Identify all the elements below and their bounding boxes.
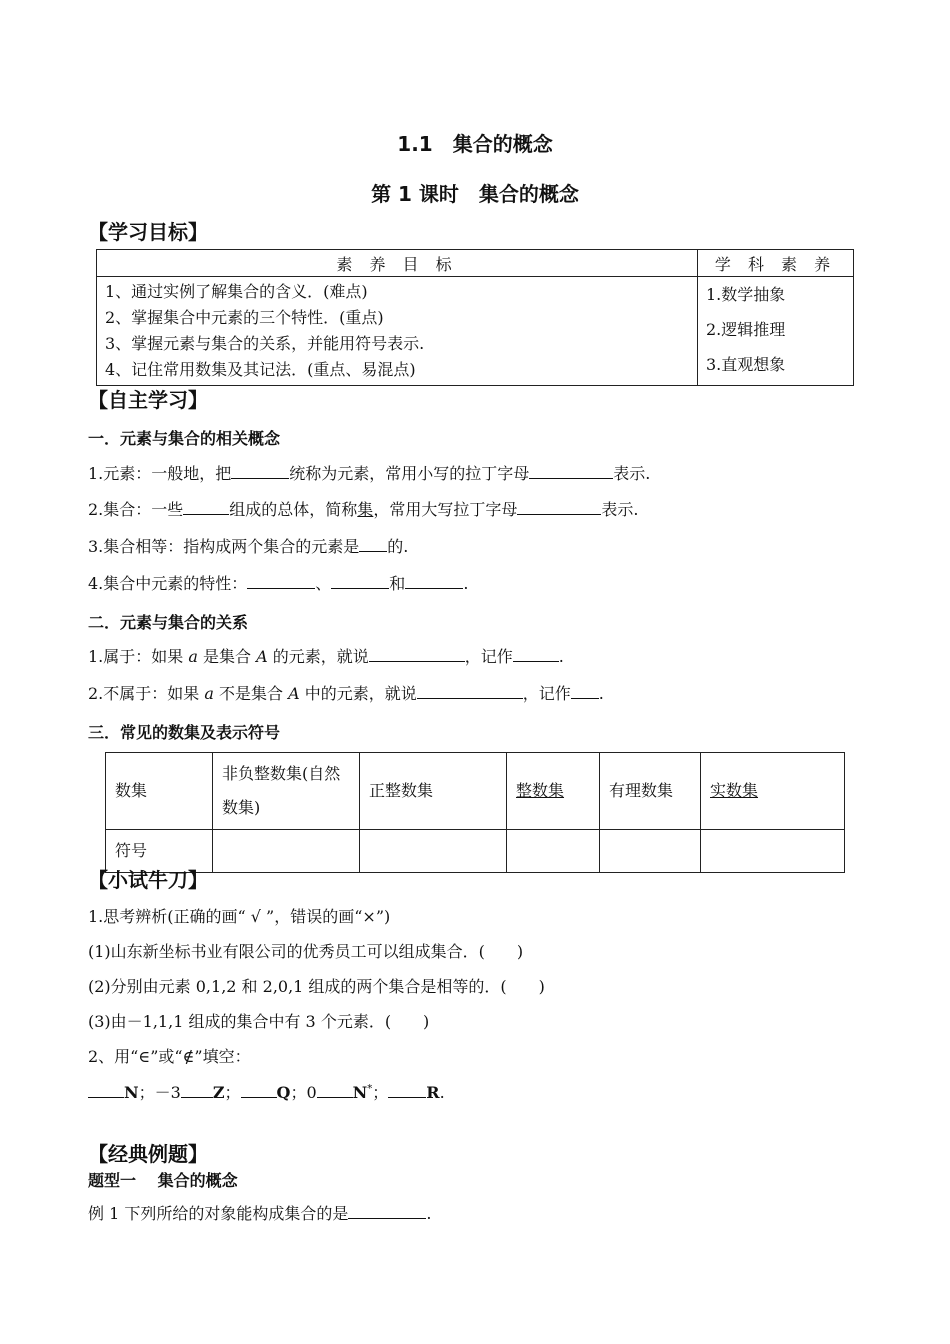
goal-item: 1、通过实例了解集合的含义．(难点) <box>105 282 368 301</box>
part3-title: 三．常见的数集及表示符号 <box>88 723 281 742</box>
literacy-item: 3.直观想象 <box>706 355 786 374</box>
question-1-1: (1)山东新坐标书业有限公司的优秀员工可以组成集合．( ) <box>88 942 524 961</box>
table-cell: 整数集 <box>507 753 600 830</box>
goal-item: 3、掌握元素与集合的关系，并能用符号表示. <box>105 334 425 353</box>
number-sets-table <box>105 752 845 873</box>
goals-cell <box>97 277 698 386</box>
table-cell <box>360 830 507 873</box>
question-2-blanks: N；－3 Z； Q；0 N*； R. <box>88 1080 445 1103</box>
question-2: 2、用“∈”或“∉”填空： <box>88 1047 251 1066</box>
goals-col-header: 素 养 目 标 <box>97 250 698 277</box>
type1-title: 题型一 集合的概念 <box>88 1171 238 1190</box>
table-cell <box>701 830 845 873</box>
table-cell <box>507 830 600 873</box>
goal-item: 2、掌握集合中元素的三个特性．(重点) <box>105 308 384 327</box>
goals-heading: 【学习目标】 <box>88 220 208 244</box>
table-cell: 非负整数集(自然数集) <box>213 753 360 830</box>
table-cell <box>600 830 701 873</box>
set-equality: 3.集合相等：指构成两个集合的元素是 的. <box>88 537 409 556</box>
part2-title: 二．元素与集合的关系 <box>88 613 249 632</box>
table-cell: 正整数集 <box>360 753 507 830</box>
table-cell: 实数集 <box>701 753 845 830</box>
question-1-2: (2)分别由元素 0,1,2 和 2,0,1 组成的两个集合是相等的．( ) <box>88 977 545 996</box>
lesson-subtitle: 第 1 课时 集合的概念 <box>371 182 579 206</box>
literacy-item: 2.逻辑推理 <box>706 320 786 339</box>
trial-heading: 【小试牛刀】 <box>88 868 208 892</box>
table-cell: 数集 <box>106 753 213 830</box>
self-study-heading: 【自主学习】 <box>88 388 208 412</box>
literacy-col-header: 学 科 素 养 <box>698 250 854 277</box>
not-belongs-definition: 2.不属于：如果 a 不是集合 A 中的元素，就说 ，记作 . <box>88 684 604 703</box>
literacy-cell <box>698 277 854 386</box>
table-cell: 有理数集 <box>600 753 701 830</box>
element-definition: 1.元素：一般地，把 统称为元素，常用小写的拉丁字母 表示. <box>88 464 651 483</box>
goals-table <box>96 249 854 386</box>
literacy-item: 1.数学抽象 <box>706 285 786 304</box>
belongs-definition: 1.属于：如果 a 是集合 A 的元素，就说 ，记作 . <box>88 647 564 666</box>
question-1-3: (3)由－1,1,1 组成的集合中有 3 个元素．( ) <box>88 1012 430 1031</box>
goal-item: 4、记住常用数集及其记法．(重点、易混点) <box>105 360 416 379</box>
question-1: 1.思考辨析(正确的画“ √ ”，错误的画“×”) <box>88 907 391 926</box>
set-definition: 2.集合：一些 组成的总体，简称集，常用大写拉丁字母 表示. <box>88 500 639 519</box>
page-title: 1.1 集合的概念 <box>397 132 553 156</box>
table-cell <box>213 830 360 873</box>
part1-title: 一．元素与集合的相关概念 <box>88 429 281 448</box>
example-1: 例 1 下列所给的对象能构成集合的是 . <box>88 1204 432 1223</box>
table-cell: 符号 <box>106 830 213 873</box>
element-properties: 4.集合中元素的特性： 、 和 . <box>88 574 469 593</box>
examples-heading: 【经典例题】 <box>88 1142 208 1166</box>
